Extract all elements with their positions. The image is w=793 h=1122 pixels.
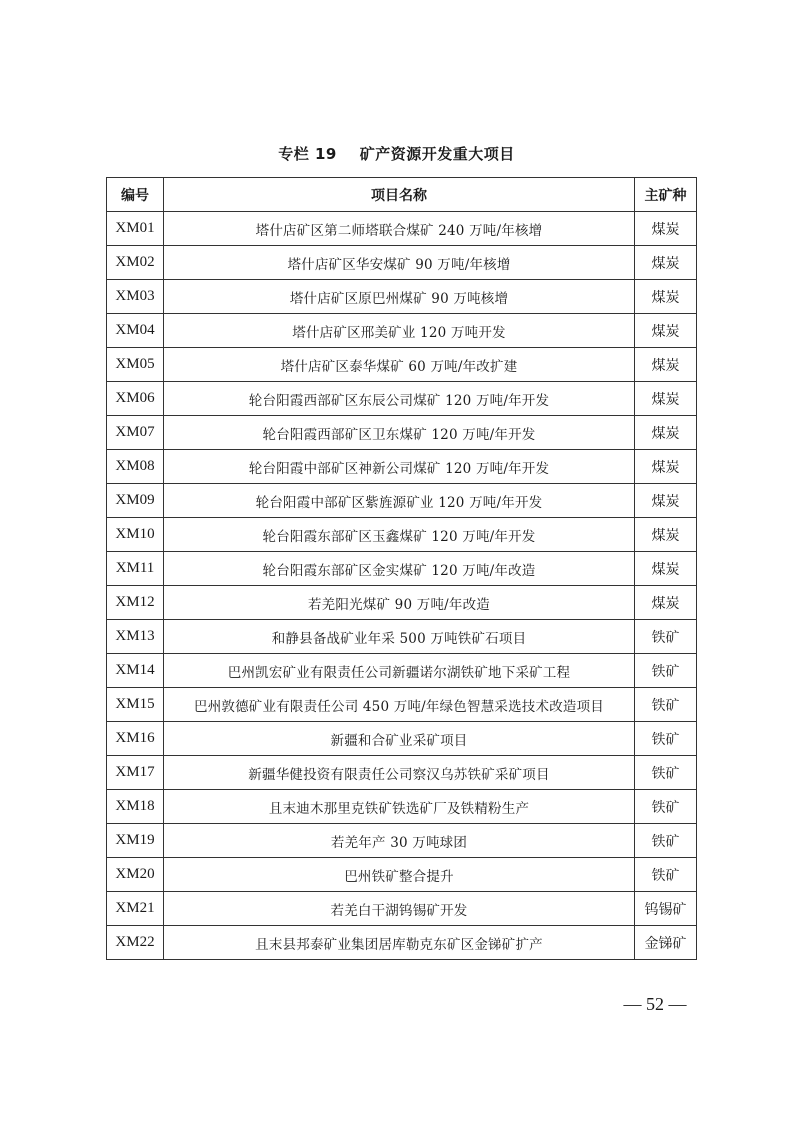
cell-project-name: 巴州敦德矿业有限责任公司 450 万吨/年绿色智慧采选技术改造项目 <box>164 688 635 722</box>
cell-project-name: 塔什店矿区华安煤矿 90 万吨/年核增 <box>164 246 635 280</box>
cell-main-mineral: 铁矿 <box>635 722 697 756</box>
cell-main-mineral: 煤炭 <box>635 484 697 518</box>
cell-project-name: 巴州铁矿整合提升 <box>164 858 635 892</box>
table-row <box>107 382 697 416</box>
cell-project-name: 若羌白干湖钨锡矿开发 <box>164 892 635 926</box>
cell-main-mineral: 铁矿 <box>635 790 697 824</box>
table-header-row <box>107 178 697 212</box>
table-row <box>107 654 697 688</box>
cell-main-mineral: 煤炭 <box>635 552 697 586</box>
table-row <box>107 246 697 280</box>
cell-main-mineral: 煤炭 <box>635 212 697 246</box>
cell-id: XM20 <box>107 858 164 892</box>
cell-project-name: 和静县备战矿业年采 500 万吨铁矿石项目 <box>164 620 635 654</box>
cell-id: XM11 <box>107 552 164 586</box>
cell-id: XM13 <box>107 620 164 654</box>
cell-id: XM03 <box>107 280 164 314</box>
cell-id: XM18 <box>107 790 164 824</box>
cell-id: XM01 <box>107 212 164 246</box>
header-name: 项目名称 <box>164 178 635 212</box>
cell-main-mineral: 煤炭 <box>635 450 697 484</box>
cell-main-mineral: 钨锡矿 <box>635 892 697 926</box>
cell-id: XM19 <box>107 824 164 858</box>
cell-project-name: 若羌阳光煤矿 90 万吨/年改造 <box>164 586 635 620</box>
table-row <box>107 314 697 348</box>
header-mineral: 主矿种 <box>635 178 697 212</box>
cell-project-name: 轮台阳霞西部矿区卫东煤矿 120 万吨/年开发 <box>164 416 635 450</box>
cell-main-mineral: 铁矿 <box>635 858 697 892</box>
cell-id: XM05 <box>107 348 164 382</box>
cell-project-name: 塔什店矿区邢美矿业 120 万吨开发 <box>164 314 635 348</box>
cell-main-mineral: 煤炭 <box>635 314 697 348</box>
table-row <box>107 892 697 926</box>
cell-id: XM10 <box>107 518 164 552</box>
table-row <box>107 552 697 586</box>
cell-main-mineral: 煤炭 <box>635 348 697 382</box>
cell-id: XM17 <box>107 756 164 790</box>
cell-main-mineral: 金锑矿 <box>635 926 697 960</box>
table-row <box>107 858 697 892</box>
cell-project-name: 塔什店矿区泰华煤矿 60 万吨/年改扩建 <box>164 348 635 382</box>
table-row <box>107 790 697 824</box>
cell-main-mineral: 煤炭 <box>635 416 697 450</box>
cell-main-mineral: 铁矿 <box>635 756 697 790</box>
cell-main-mineral: 煤炭 <box>635 586 697 620</box>
cell-project-name: 巴州凯宏矿业有限责任公司新疆诺尔湖铁矿地下采矿工程 <box>164 654 635 688</box>
cell-project-name: 轮台阳霞中部矿区紫旌源矿业 120 万吨/年开发 <box>164 484 635 518</box>
cell-project-name: 若羌年产 30 万吨球团 <box>164 824 635 858</box>
cell-project-name: 轮台阳霞中部矿区神新公司煤矿 120 万吨/年开发 <box>164 450 635 484</box>
cell-main-mineral: 铁矿 <box>635 824 697 858</box>
cell-id: XM09 <box>107 484 164 518</box>
table-row <box>107 280 697 314</box>
table-row <box>107 586 697 620</box>
cell-main-mineral: 煤炭 <box>635 518 697 552</box>
cell-id: XM12 <box>107 586 164 620</box>
cell-id: XM16 <box>107 722 164 756</box>
cell-main-mineral: 煤炭 <box>635 246 697 280</box>
cell-project-name: 且末县邦泰矿业集团居库勒克东矿区金锑矿扩产 <box>164 926 635 960</box>
cell-main-mineral: 煤炭 <box>635 280 697 314</box>
cell-project-name: 轮台阳霞东部矿区金实煤矿 120 万吨/年改造 <box>164 552 635 586</box>
cell-main-mineral: 铁矿 <box>635 654 697 688</box>
table-row <box>107 926 697 960</box>
table-row <box>107 212 697 246</box>
cell-id: XM15 <box>107 688 164 722</box>
table-row <box>107 484 697 518</box>
table-row <box>107 518 697 552</box>
table-row <box>107 722 697 756</box>
table-title: 专栏 19 矿产资源开发重大项目 <box>278 145 515 163</box>
table-row <box>107 416 697 450</box>
cell-main-mineral: 煤炭 <box>635 382 697 416</box>
cell-id: XM08 <box>107 450 164 484</box>
cell-id: XM14 <box>107 654 164 688</box>
table-row <box>107 688 697 722</box>
table-row <box>107 824 697 858</box>
table-row <box>107 450 697 484</box>
cell-project-name: 轮台阳霞西部矿区东辰公司煤矿 120 万吨/年开发 <box>164 382 635 416</box>
cell-main-mineral: 铁矿 <box>635 620 697 654</box>
table-row <box>107 620 697 654</box>
cell-project-name: 新疆和合矿业采矿项目 <box>164 722 635 756</box>
cell-project-name: 塔什店矿区原巴州煤矿 90 万吨核增 <box>164 280 635 314</box>
cell-main-mineral: 铁矿 <box>635 688 697 722</box>
cell-id: XM21 <box>107 892 164 926</box>
cell-id: XM07 <box>107 416 164 450</box>
cell-id: XM22 <box>107 926 164 960</box>
table-body <box>107 212 697 960</box>
cell-id: XM02 <box>107 246 164 280</box>
cell-project-name: 且末迪木那里克铁矿铁选矿厂及铁精粉生产 <box>164 790 635 824</box>
projects-table <box>106 177 697 960</box>
cell-id: XM06 <box>107 382 164 416</box>
cell-project-name: 新疆华健投资有限责任公司察汉乌苏铁矿采矿项目 <box>164 756 635 790</box>
cell-project-name: 塔什店矿区第二师塔联合煤矿 240 万吨/年核增 <box>164 212 635 246</box>
page-number: — 52 — <box>623 994 687 1014</box>
header-id: 编号 <box>107 178 164 212</box>
cell-id: XM04 <box>107 314 164 348</box>
table-row <box>107 348 697 382</box>
cell-project-name: 轮台阳霞东部矿区玉鑫煤矿 120 万吨/年开发 <box>164 518 635 552</box>
table-row <box>107 756 697 790</box>
